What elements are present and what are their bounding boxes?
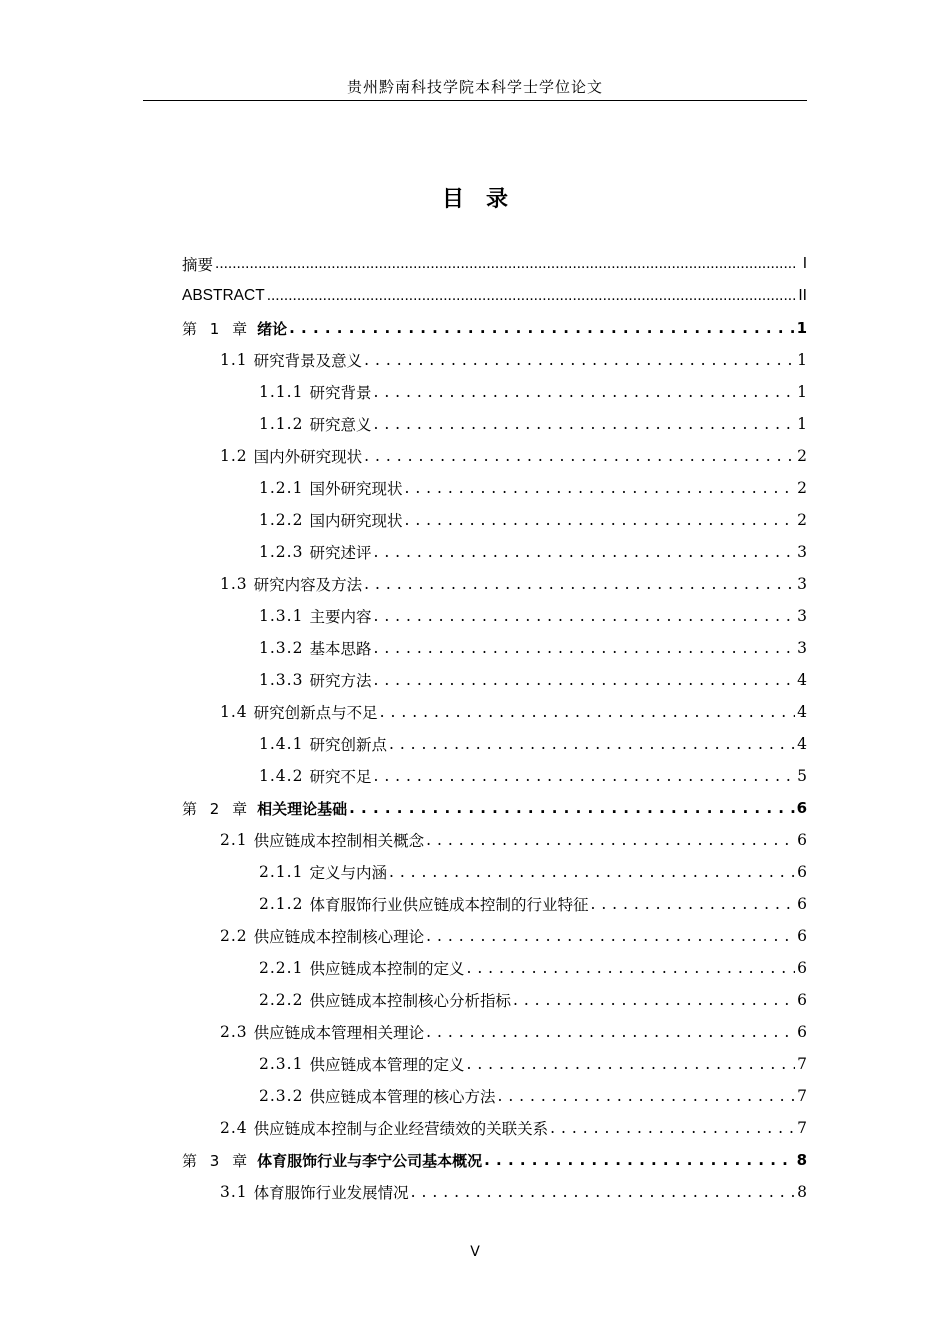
toc-entry-label: 供应链成本管理相关理论 bbox=[253, 1024, 425, 1042]
toc-entry-number: 第 3 章 bbox=[182, 1151, 252, 1170]
toc-entry-page: 4 bbox=[797, 671, 807, 689]
toc-entry-number: 2.1.1 bbox=[259, 863, 304, 881]
toc-entry-number: 2.1.2 bbox=[259, 895, 304, 913]
toc-dot-leader bbox=[466, 1055, 795, 1073]
toc-entry-number: 2.3.2 bbox=[259, 1087, 304, 1105]
toc-entry[interactable] bbox=[182, 984, 807, 1016]
toc-entry-label: 定义与内涵 bbox=[309, 864, 387, 882]
toc-entry-label: 体育服饰行业供应链成本控制的行业特征 bbox=[309, 896, 589, 914]
toc-dot-leader bbox=[411, 1183, 795, 1201]
toc-entry[interactable] bbox=[182, 1080, 807, 1112]
toc-entry[interactable] bbox=[182, 952, 807, 984]
toc-dot-leader bbox=[466, 959, 795, 977]
toc-entry[interactable] bbox=[182, 824, 807, 856]
toc-entry-label: 供应链成本控制的定义 bbox=[309, 960, 465, 978]
page-number: V bbox=[470, 1244, 480, 1260]
toc-entry-number: 1.4 bbox=[220, 703, 248, 721]
toc-dot-leader bbox=[484, 1151, 794, 1169]
toc-entry[interactable] bbox=[182, 536, 807, 568]
toc-entry[interactable] bbox=[182, 696, 807, 728]
toc-entry-page: 4 bbox=[797, 703, 807, 721]
toc-dot-leader bbox=[373, 383, 795, 401]
toc-entry-label: 国外研究现状 bbox=[309, 480, 403, 498]
toc-title: 目 录 bbox=[441, 187, 508, 212]
toc-entry-number: 2.2.1 bbox=[259, 959, 304, 977]
toc-entry-number: 2.2 bbox=[220, 927, 248, 945]
toc-dot-leader bbox=[550, 1119, 795, 1137]
toc-entry-number: 3.1 bbox=[220, 1183, 248, 1201]
toc-dot-leader bbox=[380, 703, 795, 721]
toc-entry-page: 3 bbox=[797, 575, 807, 593]
toc-entry[interactable] bbox=[182, 1048, 807, 1080]
toc-entry-label: 研究创新点与不足 bbox=[253, 704, 378, 722]
toc-entry-page: I bbox=[802, 255, 807, 272]
toc-entry-page: 1 bbox=[797, 351, 807, 369]
toc-dot-leader bbox=[373, 671, 795, 689]
toc-entry[interactable] bbox=[182, 408, 807, 440]
toc-entry-number: 第 2 章 bbox=[182, 799, 252, 818]
toc-entry-number: 1.4.2 bbox=[259, 767, 304, 785]
toc-dot-leader bbox=[426, 927, 795, 945]
toc-entry[interactable] bbox=[182, 664, 807, 696]
toc-dot-leader bbox=[389, 863, 795, 881]
toc-entry-number: 2.4 bbox=[220, 1119, 248, 1137]
toc-entry-label: 研究方法 bbox=[309, 672, 372, 690]
toc-entry[interactable] bbox=[182, 1176, 807, 1208]
toc-entry-label: 研究背景 bbox=[309, 384, 372, 402]
toc-entry-page: 6 bbox=[797, 863, 807, 881]
toc-entry-page: 7 bbox=[797, 1087, 807, 1105]
toc-dot-leader bbox=[289, 319, 794, 337]
toc-entry-page: 4 bbox=[797, 735, 807, 753]
toc-dot-leader bbox=[373, 415, 795, 433]
page-header: 贵州黔南科技学院本科学士学位论文 bbox=[346, 78, 603, 96]
toc-entry-page: 6 bbox=[797, 831, 807, 849]
toc-entry[interactable] bbox=[182, 888, 807, 920]
toc-entry[interactable] bbox=[182, 920, 807, 952]
toc-entry-page: 6 bbox=[797, 991, 807, 1009]
toc-dot-leader bbox=[373, 543, 795, 561]
toc-entry-page: 1 bbox=[796, 319, 807, 337]
toc-dot-leader bbox=[373, 767, 795, 785]
toc-entry-number: 第 1 章 bbox=[182, 319, 252, 338]
toc-entry-page: 8 bbox=[796, 1151, 807, 1169]
toc-entry-page: 3 bbox=[797, 543, 807, 561]
toc-entry-number: 1.4.1 bbox=[259, 735, 304, 753]
toc-dot-leader bbox=[364, 447, 795, 465]
toc-entry[interactable] bbox=[182, 1112, 807, 1144]
toc-entry[interactable] bbox=[182, 728, 807, 760]
toc-entry-label: 绪论 bbox=[257, 319, 288, 338]
toc-entry-page: 7 bbox=[797, 1119, 807, 1137]
toc-entry-label: 供应链成本控制与企业经营绩效的关联关系 bbox=[253, 1120, 549, 1138]
toc-entry-page: 8 bbox=[797, 1183, 807, 1201]
toc-entry-label: 摘要 bbox=[182, 257, 214, 274]
toc-dot-leader bbox=[426, 831, 795, 849]
toc-dot-leader bbox=[404, 511, 795, 529]
toc-dot-leader bbox=[373, 639, 795, 657]
toc-entry[interactable] bbox=[182, 1144, 807, 1176]
toc-dot-leader bbox=[426, 1023, 795, 1041]
toc-entry-number: 1.2 bbox=[220, 447, 248, 465]
toc-dot-leader bbox=[373, 607, 795, 625]
toc-entry-number: 1.3.3 bbox=[259, 671, 304, 689]
toc-entry[interactable] bbox=[182, 376, 807, 408]
toc-entry-page: 3 bbox=[797, 607, 807, 625]
toc-entry[interactable] bbox=[182, 568, 807, 600]
toc-entry[interactable] bbox=[182, 856, 807, 888]
toc-entry[interactable] bbox=[182, 344, 807, 376]
toc-entry-page: 6 bbox=[797, 1023, 807, 1041]
toc-entry-label: 国内研究现状 bbox=[309, 512, 403, 530]
toc-entry[interactable] bbox=[182, 280, 807, 312]
table-of-contents bbox=[182, 248, 807, 1208]
toc-entry-label: 研究创新点 bbox=[309, 736, 387, 754]
toc-entry-number: 1.3 bbox=[220, 575, 248, 593]
toc-entry-label: 研究内容及方法 bbox=[253, 576, 363, 594]
toc-entry-page: 2 bbox=[797, 447, 807, 465]
toc-dot-leader bbox=[349, 799, 794, 817]
toc-entry-page: 7 bbox=[797, 1055, 807, 1073]
toc-dot-leader bbox=[267, 287, 795, 305]
toc-entry-label: 供应链成本控制核心理论 bbox=[253, 928, 425, 946]
toc-entry-label: ABSTRACT bbox=[182, 287, 265, 304]
toc-entry-page: 1 bbox=[797, 383, 807, 401]
toc-entry[interactable] bbox=[182, 440, 807, 472]
toc-entry-number: 1.2.2 bbox=[259, 511, 304, 529]
toc-entry-label: 国内外研究现状 bbox=[253, 448, 363, 466]
toc-entry-label: 供应链成本控制相关概念 bbox=[253, 832, 425, 850]
toc-entry-page: II bbox=[798, 287, 807, 304]
toc-entry-label: 主要内容 bbox=[309, 608, 372, 626]
toc-entry-page: 6 bbox=[797, 959, 807, 977]
toc-entry-number: 2.2.2 bbox=[259, 991, 304, 1009]
toc-dot-leader bbox=[389, 735, 795, 753]
toc-entry-number: 1.2.3 bbox=[259, 543, 304, 561]
header-rule bbox=[143, 100, 807, 101]
toc-entry-label: 研究不足 bbox=[309, 768, 372, 786]
toc-entry[interactable] bbox=[182, 760, 807, 792]
toc-entry-page: 2 bbox=[797, 511, 807, 529]
toc-entry-page: 3 bbox=[797, 639, 807, 657]
toc-entry-label: 研究意义 bbox=[309, 416, 372, 434]
toc-entry-label: 供应链成本管理的定义 bbox=[309, 1056, 465, 1074]
toc-entry-page: 5 bbox=[797, 767, 807, 785]
toc-entry-number: 1.1 bbox=[220, 351, 248, 369]
toc-entry-label: 供应链成本控制核心分析指标 bbox=[309, 992, 511, 1010]
toc-entry-label: 基本思路 bbox=[309, 640, 372, 658]
toc-entry-label: 体育服饰行业与李宁公司基本概况 bbox=[257, 1151, 483, 1170]
toc-dot-leader bbox=[590, 895, 795, 913]
toc-entry-label: 研究背景及意义 bbox=[253, 352, 363, 370]
toc-dot-leader bbox=[404, 479, 795, 497]
toc-dot-leader bbox=[364, 575, 795, 593]
toc-entry-label: 相关理论基础 bbox=[257, 799, 348, 818]
toc-entry-number: 1.1.1 bbox=[259, 383, 304, 401]
toc-entry-page: 6 bbox=[797, 927, 807, 945]
toc-entry-number: 2.1 bbox=[220, 831, 248, 849]
toc-entry[interactable] bbox=[182, 600, 807, 632]
toc-entry[interactable] bbox=[182, 248, 807, 280]
toc-entry[interactable] bbox=[182, 792, 807, 824]
toc-dot-leader bbox=[364, 351, 795, 369]
toc-entry-number: 1.1.2 bbox=[259, 415, 304, 433]
toc-entry-page: 6 bbox=[796, 799, 807, 817]
toc-entry[interactable] bbox=[182, 632, 807, 664]
toc-entry-number: 1.3.2 bbox=[259, 639, 304, 657]
toc-dot-leader bbox=[513, 991, 795, 1009]
toc-entry-number: 1.2.1 bbox=[259, 479, 304, 497]
toc-entry-page: 2 bbox=[797, 479, 807, 497]
toc-entry[interactable] bbox=[182, 472, 807, 504]
toc-entry-label: 供应链成本管理的核心方法 bbox=[309, 1088, 496, 1106]
toc-entry[interactable] bbox=[182, 504, 807, 536]
toc-entry[interactable] bbox=[182, 1016, 807, 1048]
toc-entry-number: 2.3 bbox=[220, 1023, 248, 1041]
toc-entry-number: 1.3.1 bbox=[259, 607, 304, 625]
toc-entry-label: 体育服饰行业发展情况 bbox=[253, 1184, 409, 1202]
toc-entry-page: 6 bbox=[797, 895, 807, 913]
toc-entry-label: 研究述评 bbox=[309, 544, 372, 562]
toc-dot-leader bbox=[215, 255, 795, 273]
toc-dot-leader bbox=[497, 1087, 795, 1105]
toc-entry-page: 1 bbox=[797, 415, 807, 433]
toc-entry[interactable] bbox=[182, 312, 807, 344]
toc-entry-number: 2.3.1 bbox=[259, 1055, 304, 1073]
